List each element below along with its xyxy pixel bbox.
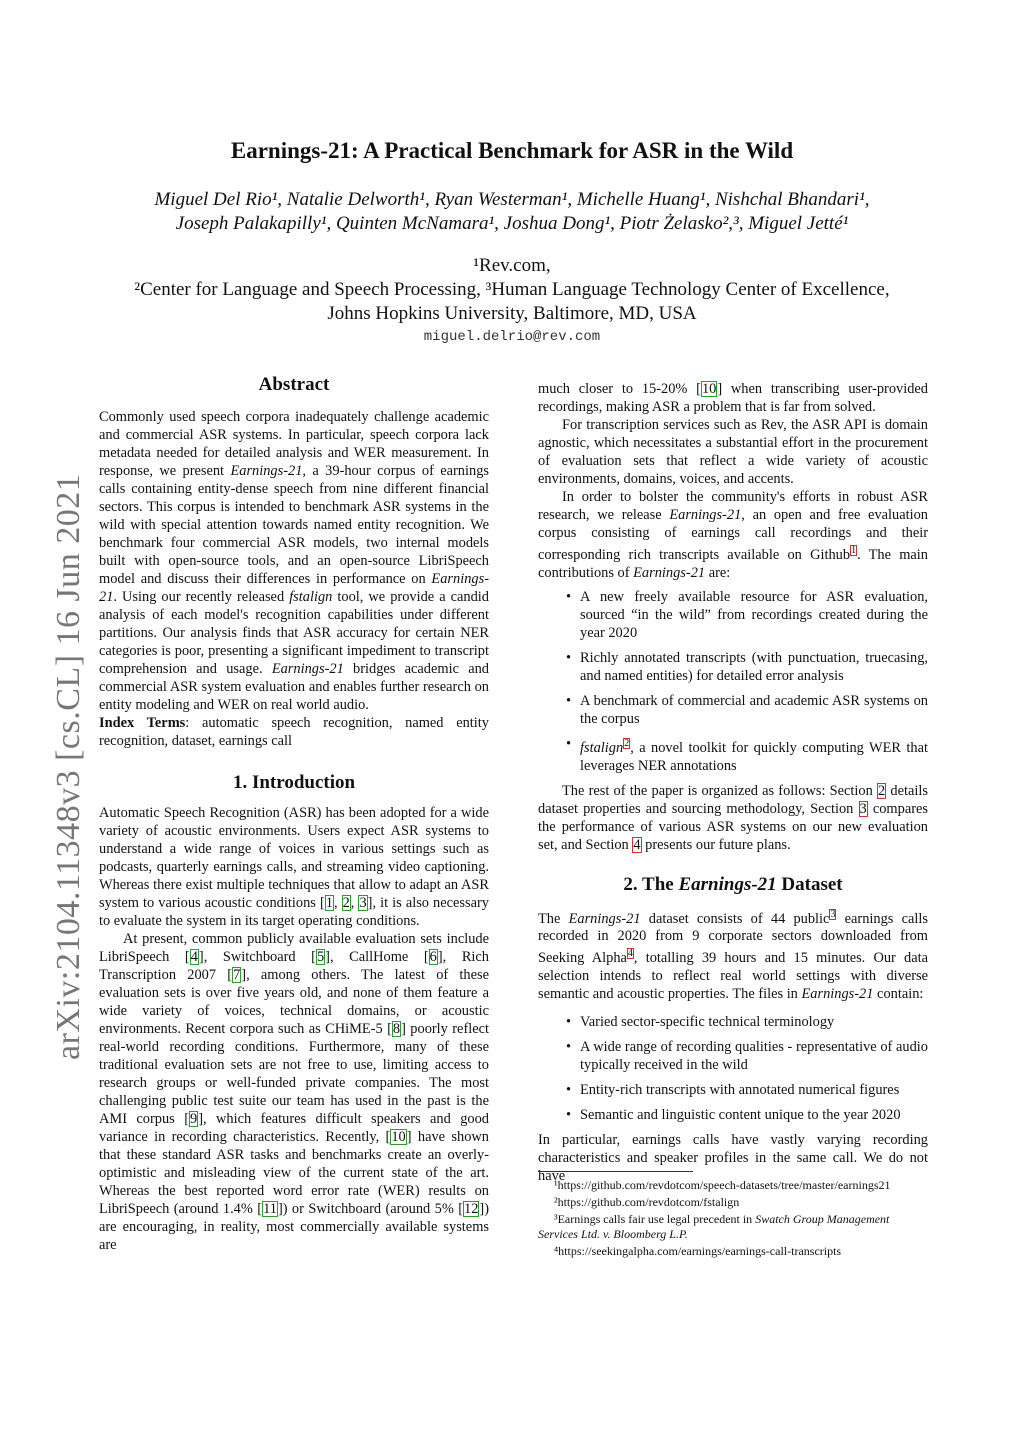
contact-email[interactable]: miguel.delrio@rev.com [423,329,601,345]
footnote-4[interactable]: ⁴https://seekingalpha.com/earnings/earnings-call-transcripts [554,1244,842,1258]
footnote-marker[interactable]: 4 [627,948,633,960]
intro-heading: 1. Introduction [232,772,356,793]
citation-link[interactable]: 9 [189,1111,198,1127]
list-item: • Richly annotated transcripts (with punctuation, truecasing, and named entities) for detailed error analysis [580,649,928,685]
affiliation-2: ²Center for Language and Speech Processing, ³Human Language Technology Center of Excellence, [134,279,890,300]
section-link[interactable]: 3 [859,800,867,817]
author-list [60,188,964,236]
intro-paragraph-1: Automatic Speech Recognition (ASR) has been adopted for a wide variety of acoustic environments. Users expect ASR systems to understand a wide range of voices in various settings such as podcasts, quarterly earnings calls, and streaming video captioning. Whereas there exist multiple techniques that allow to adapt an ASR system to various acoustic conditions [1, 2, 3], it is also necessary to evaluate the system in its target operating conditions. [99,805,489,929]
paper-title: Earnings-21: A Practical Benchmark for ASR in the Wild [230,138,794,163]
footnote-1[interactable]: ¹https://github.com/revdotcom/speech-datasets/tree/master/earnings21 [554,1178,891,1192]
footnote-3: ³Earnings calls fair use legal precedent in Swatch Group Management Services Ltd. v. Bloomberg L.P. [538,1212,890,1241]
intro-paragraph-2: At present, common publicly available evaluation sets include LibriSpeech [4], Switchboard [5], CallHome [6], Rich Transcription 2007 [7], among others. The latest of these evaluation sets is over five years old, and none of them feature a wide variety of voices, technical domains, or acoustic environments. Recent corpora such as CHiME-5 [8] poorly reflect real-world recording conditions. Furthermore, many of these traditional evaluation sets are not free to use, limiting access to research groups or well-funded private companies. The most challenging public test suite our team has used in the past is the AMI corpus [9], which features difficult speakers and good variance in recording characteristics. Recently, [10] have shown that these standard ASR tasks and benchmarks create an overly-optimistic and misleading view of the current state of the art. Whereas the best reported word error rate (WER) results on LibriSpeech (around 1.4% [11]) or Switchboard (around 5% [12]) are encouraging, in reality, most commercially available systems are [99,931,490,1253]
list-item: • A wide range of recording qualities - representative of audio typically received in the wild [580,1038,928,1074]
footnote-2[interactable]: ²https://github.com/revdotcom/fstalign [554,1195,740,1209]
footnote-marker[interactable]: 3 [830,908,836,920]
dataset-heading: 2. The Earnings-21 Dataset [623,873,843,895]
arxiv-sidebar [20,460,87,1060]
dataset-paragraph-1: The Earnings-21 dataset consists of 44 public$^3$ earnings calls recorded in 2020 from 9 corporate sectors downloaded from Seeking Alpha$^4$, totalling 39 hours and 15 minutes. Our data selection intends to reflect real world settings with diverse semantic and acoustic properties. The files in Earnings-21 contain: [538,908,928,1003]
affiliation-1: ¹Rev.com, [473,255,551,276]
citation-link[interactable]: 3 [359,895,367,911]
list-item: • Varied sector-specific technical terminology [580,1013,928,1031]
citation-link[interactable]: 8 [392,1021,401,1037]
left-column [99,376,489,1254]
list-item: • A benchmark of commercial and academic ASR systems on the corpus [580,692,928,728]
section-link[interactable]: 2 [878,782,886,799]
authors-line-1: Miguel Del Rio¹, Natalie Delworth¹, Ryan Westerman¹, Michelle Huang¹, Nishchal Bhandari¹, [154,189,870,210]
authors-line-2: Joseph Palakapilly¹, Quinten McNamara¹, Joshua Dong¹, Piotr Żelasko²,³, Miguel Jetté¹ [175,213,849,234]
arxiv-identifier: arXiv:2104.11348v3 [cs.CL] 16 Jun 2021 [50,473,87,1060]
right-paragraph-2: For transcription services such as Rev, the ASR API is domain agnostic, which necessitates a substantial effort in the procurement of evaluation sets that reflect a wide variety of acoustic environments, domains, voices, and accents. [538,417,928,487]
index-terms: Index Terms: automatic speech recognition, named entity recognition, dataset, earnings call [99,715,489,749]
list-item: • Semantic and linguistic content unique to the year 2020 [580,1106,928,1124]
list-item: • A new freely available resource for ASR evaluation, sourced “in the wild” from recordings created during the year 2020 [580,588,928,642]
contributions-list [538,588,928,775]
citation-link[interactable]: 12 [464,1201,479,1217]
right-column [538,380,928,1185]
footnote-marker[interactable]: 1 [851,545,857,556]
citation-link[interactable]: 4 [190,949,198,965]
list-item: • Entity-rich transcripts with annotated numerical figures [580,1081,928,1099]
right-paragraph-4: The rest of the paper is organized as follows: Section 2 details dataset properties and sourcing methodology, Section 3 compares the performance of various ASR systems on our new evaluation set, and Section 4 presents our future plans. [538,782,928,853]
citation-link[interactable]: 1 [325,895,333,911]
citation-link[interactable]: 2 [342,895,350,911]
citation-link[interactable]: 10 [701,381,717,397]
citation-link[interactable]: 6 [429,949,437,965]
citation-link[interactable]: 11 [263,1201,277,1217]
footnote-divider [538,1171,693,1172]
footnote-marker[interactable]: 2 [624,737,630,749]
right-paragraph-3: In order to bolster the community's efforts in robust ASR research, we release Earnings-21, an open and free evaluation corpus consisting of earnings call recordings and their corresponding rich transcripts available on Github$^1$. The main contributions of Earnings-21 are: [538,489,928,581]
citation-link[interactable]: 5 [316,949,325,965]
abstract-heading: Abstract [258,374,330,395]
citation-link[interactable]: 10 [391,1129,406,1145]
right-paragraph-1: much closer to 15-20% [10] when transcribing user-provided recordings, making ASR a problem that is far from solved. [538,381,928,415]
section-link[interactable]: 4 [633,836,641,853]
citation-link[interactable]: 7 [233,967,241,983]
abstract-text: Commonly used speech corpora inadequately challenge academic and commercial ASR systems. In particular, speech corpora lack metadata needed for detailed analysis and WER measurement. In response, we present Earnings-21, a 39-hour corpus of earnings calls containing entity-dense speech from nine different financial sectors. This corpus is intended to benchmark ASR systems in the wild with special attention towards named entity recognition. We benchmark four commercial ASR models, two internal models built with open-source tools, and an open-source LibriSpeech model and discuss their differences in performance on Earnings-21. Using our recently released fstalign tool, we provide a candid analysis of each model's recognition capabilities under different partitions. Our analysis finds that ASR accuracy for certain NER categories is poor, presenting a significant impediment to transcript comprehension and usage. Earnings-21 bridges academic and commercial ASR system evaluation and enables further research on entity modeling and WER on real world audio. [99,409,489,713]
footnotes [538,1178,928,1261]
dataset-paragraph-2: In particular, earnings calls have vastly varying recording characteristics and speaker profiles in the same call. We do not have [538,1132,928,1185]
list-item: • fstalign$^2$, a novel toolkit for quickly computing WER that leverages NER annotations [580,735,928,775]
dataset-features-list [538,1013,928,1124]
affiliation-3: Johns Hopkins University, Baltimore, MD, USA [327,303,697,324]
